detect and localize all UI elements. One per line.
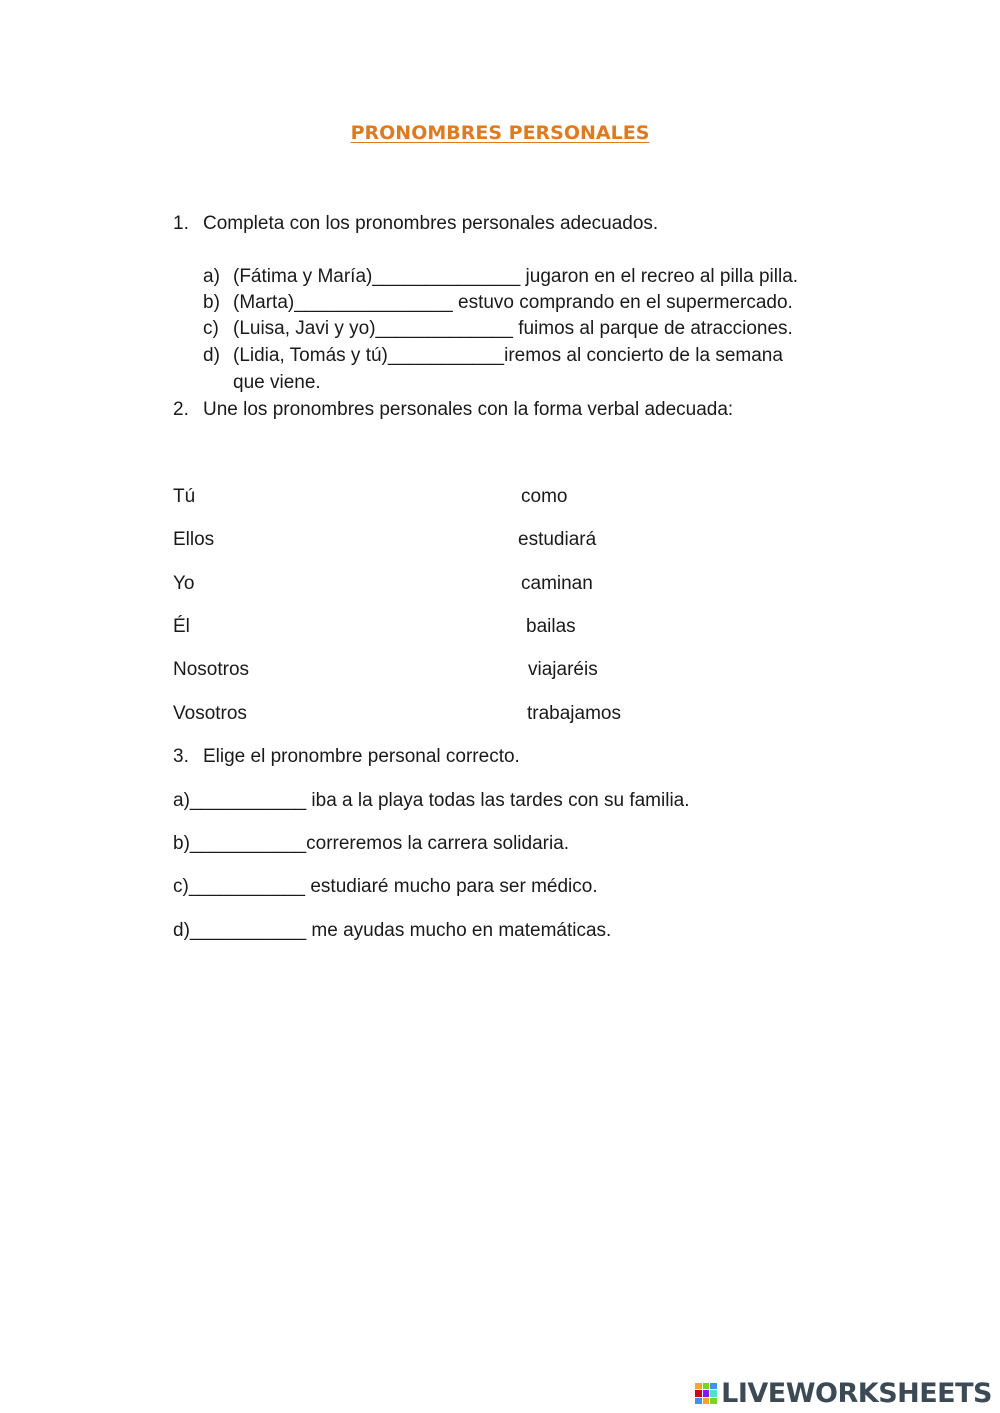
exercise-1-item-b-text: (Marta)_______________ estuvo comprando en el supermercado. [233, 292, 793, 313]
pronoun-item[interactable]: Nosotros [173, 659, 250, 680]
exercise-3-item[interactable]: a)___________ iba a la playa todas las tardes con su familia. [173, 790, 690, 811]
liveworksheets-logo-icon [695, 1383, 717, 1405]
exercise-3-item[interactable]: d)___________ me ayudas mucho en matemáticas. [173, 920, 612, 941]
verb-item[interactable]: estudiará [518, 529, 597, 550]
exercise-1-item-c-text: (Luisa, Javi y yo)_____________ fuimos al parque de atracciones. [233, 318, 793, 339]
exercise-1-item-a-text: (Fátima y María)______________ jugaron en el recreo al pilla pilla. [233, 266, 799, 287]
exercise-1-item-c-label: c) [203, 318, 219, 339]
exercise-1-number: 1. [173, 213, 189, 234]
verb-item[interactable]: bailas [526, 616, 576, 637]
pronoun-item[interactable]: Tú [173, 486, 196, 507]
verb-item[interactable]: viajaréis [528, 659, 598, 680]
verb-item[interactable]: como [521, 486, 568, 507]
exercise-3-item[interactable]: b)___________correremos la carrera solidaria. [173, 833, 570, 854]
exercise-1-item-d-continuation: que viene. [233, 372, 321, 393]
verb-item[interactable]: trabajamos [527, 703, 621, 724]
exercise-2-number: 2. [173, 399, 189, 420]
page-title: PRONOMBRES PERSONALES [350, 122, 650, 144]
exercise-1-item-b-label: b) [203, 292, 220, 313]
pronoun-item[interactable]: Vosotros [173, 703, 247, 724]
exercise-1-item-d-text: (Lidia, Tomás y tú)___________iremos al concierto de la semana [233, 345, 783, 366]
exercise-1-item-d-label: d) [203, 345, 220, 366]
verb-item[interactable]: caminan [521, 573, 593, 594]
liveworksheets-logo [695, 1380, 992, 1407]
pronoun-item[interactable]: Él [173, 616, 190, 637]
exercise-1-item-a-label: a) [203, 266, 220, 287]
exercise-2-instruction: Une los pronombres personales con la forma verbal adecuada: [203, 399, 734, 420]
pronoun-item[interactable]: Ellos [173, 529, 215, 550]
exercise-3-instruction: Elige el pronombre personal correcto. [203, 746, 520, 767]
exercise-3-number: 3. [173, 746, 189, 767]
exercise-1-instruction: Completa con los pronombres personales adecuados. [203, 213, 659, 234]
pronoun-item[interactable]: Yo [173, 573, 195, 594]
exercise-3-item[interactable]: c)___________ estudiaré mucho para ser médico. [173, 876, 598, 897]
liveworksheets-logo-text: LIVEWORKSHEETS [721, 1378, 992, 1409]
